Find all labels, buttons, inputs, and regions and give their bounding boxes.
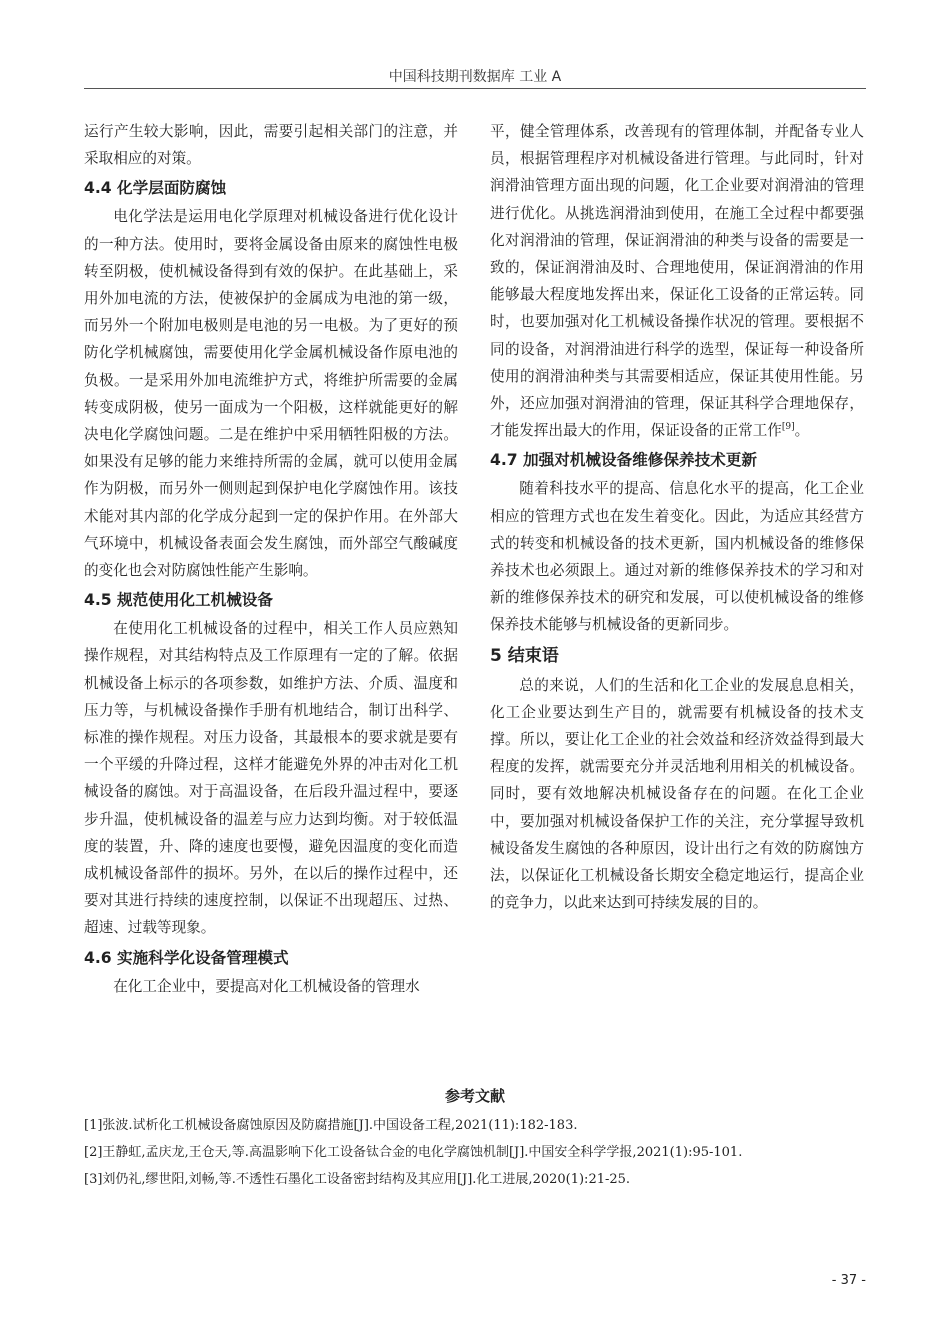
paragraph-4-6-continued (490, 118, 864, 444)
citation-9: [9] (781, 422, 795, 433)
paragraph-4-6: 在化工企业中，要提高对化工机械设备的管理水 (113, 977, 420, 995)
section-heading-5: 5 结束语 (490, 645, 559, 666)
paragraph-4-7: 随着科技水平的提高、信息化水平的提高，化工企业相应的管理方式也在发生着变化。因此，为适应其经营方式的转变和机械设备的技术更新，国内机械设备的维修保养技术也必须跟上。通过对新的维修保养技术的学习和对新的维修保养技术的研究和发展，可以使机械设备的维修保养技术能够与机械设备的更新同步。 (490, 480, 864, 634)
paragraph-5: 总的来说，人们的生活和化工企业的发展息息相关，化工企业要达到生产目的，就需要有机械设备的技术支撑。所以，要让化工企业的社会效益和经济效益得到最大程度的发挥，就需要充分并灵活地利用相关的机械设备。同时，要有效地解决机械设备存在的问题。在化工企业中，要加强对机械设备保护工作的关注，充分掌握导致机械设备发生腐蚀的各种原因，设计出行之有效的防腐蚀方法，以保证化工机械设备长期安全稳定地运行，提高企业的竞争力，以此来达到可持续发展的目的。 (490, 676, 864, 912)
paragraph-4-4: 电化学法是运用电化学原理对机械设备进行优化设计的一种方法。使用时，要将金属设备由原来的腐蚀性电极转至阴极，使机械设备得到有效的保护。在此基础上，采用外加电流的方法，使被保护的金属成为电池的第一级，而另外一个附加电极则是电池的另一电极。为了更好的预防化学机械腐蚀，需要使用化学金属机械设备作原电池的负极。一是采用外加电流维护方式，将维护所需要的金属转变成阴极，使另一面成为一个阳极，这样就能更好的解决电化学腐蚀问题。二是在维护中采用牺牲阳极的方法。如果没有足够的能力来维持所需的金属，就可以使用金属作为阴极，而另外一侧则起到保护电化学腐蚀作用。该技术能对其内部的化学成分起到一定的保护作用。在外部大气环境中，机械设备表面会发生腐蚀，而外部空气酸碱度的变化也会对防腐蚀性能产生影响。 (84, 208, 458, 580)
reference-item: [1]张波.试析化工机械设备腐蚀原因及防腐措施[J].中国设备工程,2021(11):182-183. (84, 1118, 578, 1133)
paragraph-4-5: 在使用化工机械设备的过程中，相关工作人员应熟知操作规程，对其结构特点及工作原理有一定的了解。依据机械设备上标示的各项参数，如维护方法、介质、温度和压力等，与机械设备操作手册有机地结合，制订出科学、标准的操作规程。对压力设备，其最根本的要求就是要有一个平缓的升降过程，这样才能避免外界的冲击对化工机械设备的腐蚀。对于高温设备，在后段升温过程中，要逐步升温，使机械设备的温差与应力达到均衡。对于较低温度的装置，升、降的速度也要慢，避免因温度的变化而造成机械设备部件的损坏。另外，在以后的操作过程中，还要对其进行持续的速度控制，以保证不出现超压、过热、超速、过载等现象。 (84, 620, 458, 937)
reference-item: [2]王静虹,孟庆龙,王仓天,等.高温影响下化工设备钛合金的电化学腐蚀机制[J].中国安全科学学报,2021(1):95-101. (84, 1145, 743, 1160)
section-heading-4-7: 4.7 加强对机械设备维修保养技术更新 (490, 451, 757, 470)
section-heading-4-4: 4.4 化学层面防腐蚀 (84, 179, 227, 198)
references-list (84, 1112, 866, 1193)
reference-item: [3]刘仍礼,缪世阳,刘畅,等.不透性石墨化工设备密封结构及其应用[J].化工进展,2020(1):21-25. (84, 1172, 631, 1187)
section-heading-4-6: 4.6 实施科学化设备管理模式 (84, 948, 289, 967)
paragraph-continued: 运行产生较大影响，因此，需要引起相关部门的注意，并采取相应的对策。 (84, 123, 458, 168)
running-header: 中国科技期刊数据库 工业 A (388, 69, 562, 85)
references-title: 参考文献 (444, 1087, 505, 1105)
page-number: - 37 - (831, 1273, 866, 1288)
header-divider (84, 88, 866, 89)
right-column (490, 118, 864, 916)
section-heading-4-5: 4.5 规范使用化工机械设备 (84, 591, 273, 610)
left-column (84, 118, 458, 1000)
paragraph-4-6-end: 。 (794, 422, 810, 440)
paragraph-4-6-text: 平，健全管理体系，改善现有的管理体制，并配备专业人员，根据管理程序对机械设备进行管理。与此同时，针对润滑油管理方面出现的问题，化工企业要对润滑油的管理进行优化。从挑选润滑油到使用，在施工全过程中都要强化对润滑油的管理，保证润滑油的种类与设备的需要是一致的，保证润滑油及时、合理地使用，保证润滑油的作用能够最大程度地发挥出来，保证化工设备的正常运转。同时，也要加强对化工机械设备操作状况的管理。要根据不同的设备，对润滑油进行科学的选型，保证每一种设备所使用的润滑油种类与其需要相适应，保证其使用性能。另外，还应加强对润滑油的管理，保证其科学合理地保存，才能发挥出最大的作用，保证设备的正常工作 (490, 123, 864, 440)
